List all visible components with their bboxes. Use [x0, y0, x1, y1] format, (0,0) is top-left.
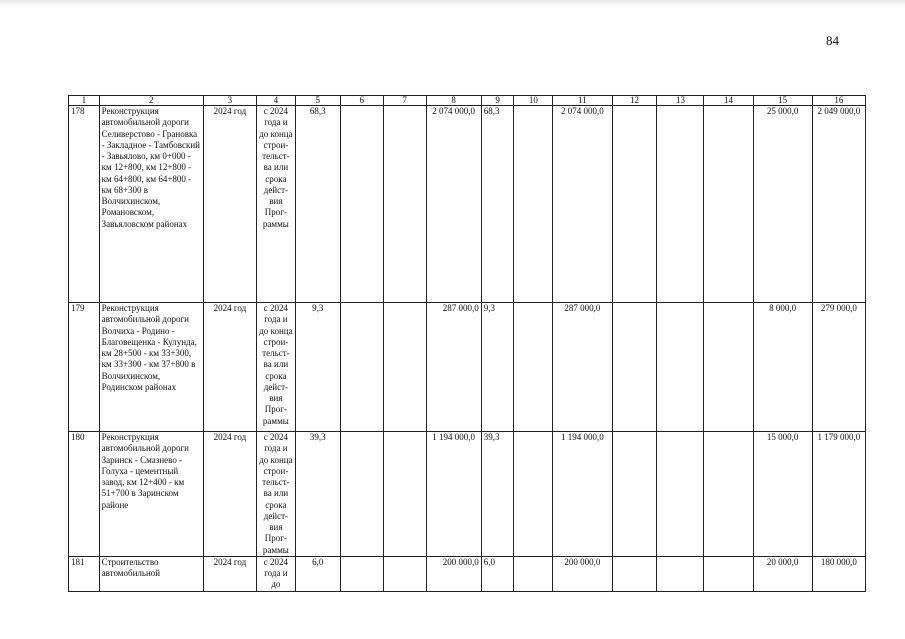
year-cell: 2024 год	[203, 106, 256, 303]
column-header: 1	[69, 96, 100, 106]
cell-col7	[383, 106, 426, 303]
cell-col6	[340, 556, 383, 591]
cell-col14	[704, 432, 753, 557]
cell-col12	[612, 432, 657, 557]
table-row	[69, 303, 866, 432]
cell-col16: 180 000,0	[812, 556, 865, 591]
period-cell: с 2024 года и до конца строи-тельст-ва или срока дейст-вия Прог-раммы	[256, 432, 295, 557]
cell-col14	[704, 556, 753, 591]
object-name: Реконструкция автомобильной дороги Заринск - Смазнево - Голуха - цементный завод, км 12+400 - км 51+700 в Заринском районе	[99, 432, 203, 557]
cell-col9: 9,3	[481, 303, 514, 432]
cell-col10	[514, 556, 553, 591]
cell-col5: 9,3	[295, 303, 340, 432]
cell-col15: 8 000,0	[753, 303, 812, 432]
cell-col8: 200 000,0	[426, 556, 481, 591]
cell-col7	[383, 432, 426, 557]
object-name: Реконструкция автомобильной дороги Волчиха - Родино - Благовещенка - Кулунда, км 28+500 - км 33+300, км 33+300 - км 37+800 в Волчихинском, Родинском районах	[99, 303, 203, 432]
cell-col12	[612, 303, 657, 432]
column-header: 16	[812, 96, 865, 106]
cell-col6	[340, 432, 383, 557]
cell-col5: 39,3	[295, 432, 340, 557]
column-header: 6	[340, 96, 383, 106]
cell-col9: 39,3	[481, 432, 514, 557]
column-header: 12	[612, 96, 657, 106]
cell-col15: 20 000,0	[753, 556, 812, 591]
cell-col13	[657, 303, 704, 432]
cell-col11: 2 074 000,0	[553, 106, 612, 303]
column-header: 5	[295, 96, 340, 106]
table-row	[69, 432, 866, 557]
column-header: 14	[704, 96, 753, 106]
cell-col12	[612, 106, 657, 303]
table-row	[69, 556, 866, 591]
period-cell: с 2024 года и до конца строи-тельст-ва или срока дейст-вия Прог-раммы	[256, 106, 295, 303]
cell-col7	[383, 556, 426, 591]
cell-col12	[612, 556, 657, 591]
column-header: 13	[657, 96, 704, 106]
row-number: 181	[69, 556, 100, 591]
column-header: 8	[426, 96, 481, 106]
cell-col5: 68,3	[295, 106, 340, 303]
row-number: 180	[69, 432, 100, 557]
cell-col11: 1 194 000,0	[553, 432, 612, 557]
cell-col14	[704, 106, 753, 303]
scan-edge-shadow	[0, 0, 905, 6]
year-cell: 2024 год	[203, 432, 256, 557]
year-cell: 2024 год	[203, 556, 256, 591]
cell-col6	[340, 303, 383, 432]
cell-col11: 200 000,0	[553, 556, 612, 591]
cell-col13	[657, 556, 704, 591]
column-header: 3	[203, 96, 256, 106]
cell-col10	[514, 303, 553, 432]
row-number: 178	[69, 106, 100, 303]
row-number: 179	[69, 303, 100, 432]
header-row	[69, 96, 866, 106]
cell-col5: 6,0	[295, 556, 340, 591]
cell-col8: 287 000,0	[426, 303, 481, 432]
cell-col10	[514, 432, 553, 557]
column-header: 7	[383, 96, 426, 106]
cell-col16: 2 049 000,0	[812, 106, 865, 303]
cell-col11: 287 000,0	[553, 303, 612, 432]
column-header: 10	[514, 96, 553, 106]
cell-col15: 25 000,0	[753, 106, 812, 303]
column-header: 15	[753, 96, 812, 106]
roads-table	[68, 95, 866, 592]
cell-col13	[657, 432, 704, 557]
cell-col9: 6,0	[481, 556, 514, 591]
cell-col8: 2 074 000,0	[426, 106, 481, 303]
page-number: 84	[826, 33, 839, 48]
cell-col16: 1 179 000,0	[812, 432, 865, 557]
cell-col7	[383, 303, 426, 432]
cell-col9: 68,3	[481, 106, 514, 303]
column-header: 9	[481, 96, 514, 106]
column-header: 11	[553, 96, 612, 106]
table-row	[69, 106, 866, 303]
object-name: Строительство автомобильной	[99, 556, 203, 591]
cell-col15: 15 000,0	[753, 432, 812, 557]
cell-col8: 1 194 000,0	[426, 432, 481, 557]
column-header: 2	[99, 96, 203, 106]
cell-col16: 279 000,0	[812, 303, 865, 432]
year-cell: 2024 год	[203, 303, 256, 432]
period-cell: с 2024 года и до конца строи-тельст-ва или срока дейст-вия Прог-раммы	[256, 303, 295, 432]
object-name: Реконструкция автомобильной дороги Селиверстово - Грановка - Закладное - Тамбовский - Завьялово, км 0+000 - км 12+800, км 12+800 - км 64+800, км 64+800 - км 68+300 в Волчихинском, Романовском, Завьяловском районах	[99, 106, 203, 303]
cell-col6	[340, 106, 383, 303]
cell-col13	[657, 106, 704, 303]
cell-col10	[514, 106, 553, 303]
cell-col14	[704, 303, 753, 432]
column-header: 4	[256, 96, 295, 106]
period-cell: с 2024 года и до	[256, 556, 295, 591]
